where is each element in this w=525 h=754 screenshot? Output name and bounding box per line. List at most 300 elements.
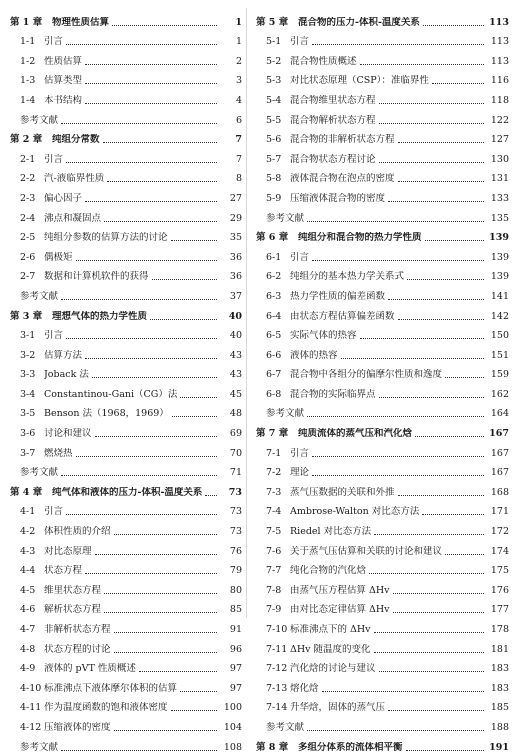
dot-leader: [103, 142, 217, 143]
toc-section-entry[interactable]: [10, 538, 242, 558]
toc-section-entry[interactable]: [256, 479, 509, 499]
entry-number: 7-9: [266, 604, 282, 616]
dot-leader: [61, 299, 217, 300]
dot-leader: [85, 64, 217, 65]
entry-title: 偶极矩: [44, 251, 73, 263]
entry-page-number: 104: [223, 721, 242, 733]
toc-references-entry[interactable]: [10, 734, 242, 754]
entry-page-number: 139: [490, 271, 509, 283]
entry-title: ΔHv 随温度的变化: [290, 643, 371, 655]
entry-title: 纯组分常数: [52, 134, 100, 146]
entry-number: 2-3: [20, 192, 36, 204]
entry-number: 4-4: [20, 565, 36, 577]
dot-leader: [398, 142, 484, 143]
entry-page-number: 176: [490, 584, 509, 596]
entry-number: 4-7: [20, 624, 36, 635]
entry-title: 混合物维里状态方程: [290, 94, 376, 106]
entry-number: 第 2 章: [10, 134, 43, 146]
toc-references-entry[interactable]: [256, 205, 509, 225]
dot-leader: [76, 456, 217, 457]
dot-leader: [307, 416, 484, 417]
entry-number: 5-9: [266, 192, 282, 204]
dot-leader: [374, 632, 484, 633]
entry-number: 1-1: [20, 36, 36, 48]
entry-page-number: 118: [490, 94, 509, 106]
toc-section-entry[interactable]: [256, 166, 509, 186]
dot-leader: [307, 730, 484, 731]
entry-page-number: 80: [229, 584, 242, 596]
entry-number: 7-2: [266, 467, 282, 479]
toc-chapter-entry[interactable]: [256, 420, 509, 440]
entry-page-number: 36: [229, 271, 242, 283]
toc-section-entry[interactable]: [10, 636, 242, 656]
entry-page-number: 97: [229, 663, 242, 675]
entry-title: 解析状态方程: [44, 604, 102, 616]
entry-page-number: 8: [235, 173, 242, 185]
entry-title: 体积性质的介绍: [44, 526, 111, 538]
toc-section-entry[interactable]: [10, 323, 242, 343]
entry-page-number: 35: [229, 232, 242, 244]
dot-leader: [66, 162, 217, 163]
entry-page-number: 177: [490, 604, 509, 616]
toc-section-entry[interactable]: [10, 48, 242, 68]
dot-leader: [379, 103, 484, 104]
dot-leader: [388, 710, 484, 711]
dot-leader: [85, 83, 217, 84]
entry-title: 纯组分参数的估算方法的讨论: [44, 232, 168, 244]
toc-section-entry[interactable]: [10, 264, 242, 284]
entry-number: 4-1: [20, 506, 36, 518]
toc-chapter-entry[interactable]: [256, 9, 509, 29]
entry-number: 6-3: [266, 290, 282, 302]
entry-page-number: 167: [490, 467, 509, 479]
entry-number: 6-6: [266, 349, 282, 361]
entry-number: 1-3: [20, 75, 36, 87]
toc-references-entry[interactable]: [10, 107, 242, 127]
entry-title: 状态方程: [44, 565, 83, 577]
dot-leader: [61, 475, 217, 476]
entry-title: 由蒸气压方程估算 ΔHv: [290, 584, 390, 596]
dot-leader: [92, 377, 217, 378]
dot-leader: [114, 632, 217, 633]
entry-number: 5-4: [266, 94, 282, 106]
toc-section-entry[interactable]: [10, 401, 242, 421]
entry-number: 4-10: [20, 682, 42, 694]
entry-number: 3-1: [20, 330, 36, 342]
dot-leader: [322, 691, 484, 692]
toc-chapter-entry[interactable]: [256, 734, 509, 754]
dot-leader: [95, 436, 217, 437]
entry-number: 4-6: [20, 604, 36, 616]
toc-section-entry[interactable]: [256, 577, 509, 597]
dot-leader: [172, 416, 217, 417]
entry-page-number: 191: [489, 741, 509, 753]
entry-number: 5-8: [266, 173, 282, 185]
toc-section-entry[interactable]: [256, 656, 509, 676]
entry-title: Ambrose-Walton 对比态方法: [290, 506, 420, 518]
toc-section-entry[interactable]: [256, 323, 509, 343]
entry-number: 7-3: [266, 486, 282, 498]
entry-page-number: 91: [229, 624, 242, 635]
entry-page-number: 79: [229, 565, 242, 577]
toc-section-entry[interactable]: [10, 68, 242, 88]
dot-leader: [66, 338, 217, 339]
dot-leader: [312, 456, 484, 457]
entry-number: 第 6 章: [256, 232, 289, 244]
entry-title: 混合物状态方程讨论: [290, 153, 376, 165]
entry-title: 液体混合物在泡点的密度: [290, 173, 395, 185]
entry-title: 升华焓，固体的蒸气压: [290, 702, 386, 714]
toc-references-entry[interactable]: [256, 714, 509, 734]
dot-leader: [406, 750, 484, 751]
toc-section-entry[interactable]: [256, 499, 509, 519]
toc-section-entry[interactable]: [256, 185, 509, 205]
entry-page-number: 69: [229, 428, 242, 440]
dot-leader: [104, 612, 217, 613]
toc-section-entry[interactable]: [10, 597, 242, 617]
entry-title: 混合物的实际临界点: [290, 388, 376, 400]
entry-title: 标准沸点下液体摩尔体积的估算: [44, 682, 178, 694]
toc-section-entry[interactable]: [256, 303, 509, 323]
entry-title: 非解析状态方程: [44, 624, 111, 635]
toc-section-entry[interactable]: [10, 577, 242, 597]
dot-leader: [445, 377, 484, 378]
dot-leader: [312, 44, 484, 45]
entry-number: 第 5 章: [256, 16, 289, 28]
entry-page-number: 40: [228, 310, 242, 322]
dot-leader: [312, 475, 484, 476]
entry-title: 汽-液临界性质: [44, 173, 105, 185]
toc-section-entry[interactable]: [256, 518, 509, 538]
entry-number: 7-1: [266, 447, 282, 459]
entry-page-number: 73: [229, 526, 242, 538]
entry-number: 6-8: [266, 388, 282, 400]
entry-page-number: 133: [490, 192, 509, 204]
toc-section-entry[interactable]: [256, 283, 509, 303]
entry-title: 由对比态定律估算 ΔHv: [290, 604, 390, 616]
dot-leader: [114, 730, 217, 731]
entry-page-number: 159: [490, 369, 509, 381]
entry-page-number: 29: [229, 212, 242, 224]
dot-leader: [360, 64, 484, 65]
dot-leader: [180, 691, 217, 692]
entry-page-number: 73: [228, 486, 242, 498]
entry-title: 数据和计算机软件的获得: [44, 271, 149, 283]
entry-page-number: 174: [490, 545, 509, 557]
toc-section-entry[interactable]: [256, 538, 509, 558]
toc-section-entry[interactable]: [10, 499, 242, 519]
entry-page-number: 167: [489, 428, 509, 440]
entry-number: 2-4: [20, 212, 36, 224]
entry-number: 5-7: [266, 153, 282, 165]
entry-number: 5-3: [266, 75, 282, 87]
entry-title: 实际气体的热容: [290, 330, 357, 342]
dot-leader: [61, 123, 217, 124]
entry-number: 2-6: [20, 251, 36, 263]
entry-page-number: 27: [229, 192, 242, 204]
entry-page-number: 141: [490, 290, 509, 302]
entry-title: 估算类型: [44, 75, 83, 87]
toc-section-entry[interactable]: [256, 381, 509, 401]
entry-title: Joback 法: [44, 369, 89, 381]
entry-title: Constantinou-Gani（CG）法: [44, 388, 178, 400]
toc-section-entry[interactable]: [256, 264, 509, 284]
entry-number: 第 1 章: [10, 16, 43, 28]
toc-section-entry[interactable]: [10, 440, 242, 460]
entry-title: 关于蒸气压估算和关联的讨论和建议: [290, 545, 443, 557]
toc-section-entry[interactable]: [256, 107, 509, 127]
entry-number: 4-5: [20, 584, 36, 596]
entry-number: 4-12: [20, 721, 42, 733]
dot-leader: [341, 358, 484, 359]
dot-leader: [388, 299, 484, 300]
entry-title: 蒸气压数据的关联和外推: [290, 486, 395, 498]
entry-number: 1-2: [20, 55, 36, 67]
toc-section-entry[interactable]: [256, 675, 509, 695]
entry-title: 液体的 pVT 性质概述: [44, 663, 136, 675]
entry-number: 6-5: [266, 330, 282, 342]
entry-title: 参考文献: [266, 408, 305, 420]
entry-title: 混合物解析状态方程: [290, 114, 376, 126]
entry-page-number: 127: [490, 134, 509, 146]
dot-leader: [312, 260, 484, 261]
entry-page-number: 113: [489, 16, 509, 28]
toc-section-entry[interactable]: [10, 675, 242, 695]
toc-section-entry[interactable]: [10, 695, 242, 715]
dot-leader: [171, 710, 217, 711]
entry-title: 本书结构: [44, 94, 83, 106]
toc-section-entry[interactable]: [10, 205, 242, 225]
entry-page-number: 1: [235, 36, 242, 48]
toc-section-entry[interactable]: [256, 127, 509, 147]
entry-title: 偏心因子: [44, 192, 83, 204]
entry-title: 纯组分和混合物的热力学性质: [298, 232, 422, 244]
toc-chapter-entry[interactable]: [10, 127, 242, 147]
toc-section-entry[interactable]: [10, 362, 242, 382]
entry-title: 压缩液体混合物的密度: [290, 192, 386, 204]
dot-leader: [85, 358, 217, 359]
toc-section-entry[interactable]: [10, 616, 242, 636]
dot-leader: [398, 181, 484, 182]
toc-section-entry[interactable]: [256, 460, 509, 480]
entry-number: 2-7: [20, 271, 36, 283]
entry-page-number: 122: [490, 114, 509, 126]
entry-page-number: 183: [490, 682, 509, 694]
entry-title: 作为温度函数的饱和液体密度: [44, 702, 168, 714]
entry-title: 状态方程的讨论: [44, 643, 111, 655]
entry-title: 压缩液体的密度: [44, 721, 111, 733]
entry-number: 第 3 章: [10, 310, 43, 322]
entry-number: 3-2: [20, 349, 36, 361]
toc-section-entry[interactable]: [10, 87, 242, 107]
dot-leader: [379, 162, 484, 163]
entry-title: 引言: [44, 36, 64, 48]
entry-number: 2-5: [20, 232, 36, 244]
toc-references-entry[interactable]: [256, 401, 509, 421]
entry-title: Riedel 对比态方法: [290, 526, 372, 538]
entry-title: 混合物的非解析状态方程: [290, 134, 395, 146]
dot-leader: [307, 221, 484, 222]
entry-title: 混合物的压力-体积-温度关系: [298, 16, 420, 28]
entry-page-number: 70: [229, 447, 242, 459]
toc-section-entry[interactable]: [10, 381, 242, 401]
dot-leader: [171, 240, 217, 241]
entry-title: 引言: [290, 447, 310, 459]
toc-section-entry[interactable]: [10, 146, 242, 166]
entry-number: 3-5: [20, 408, 36, 420]
entry-title: 参考文献: [20, 467, 59, 479]
dot-leader: [66, 44, 217, 45]
entry-page-number: 71: [229, 467, 242, 479]
entry-title: 对比状态原理（CSP）：准临界性: [290, 75, 429, 87]
dot-leader: [425, 240, 484, 241]
entry-number: 7-6: [266, 545, 282, 557]
entry-title: 性质估算: [44, 55, 83, 67]
toc-section-entry[interactable]: [10, 714, 242, 734]
entry-number: 3-6: [20, 428, 36, 440]
entry-number: 4-3: [20, 545, 36, 557]
entry-page-number: 135: [490, 212, 509, 224]
toc-chapter-entry[interactable]: [10, 479, 242, 499]
entry-page-number: 175: [490, 565, 509, 577]
entry-number: 6-2: [266, 271, 282, 283]
entry-page-number: 150: [490, 330, 509, 342]
dot-leader: [104, 593, 217, 594]
toc-section-entry[interactable]: [256, 29, 509, 49]
entry-page-number: 181: [490, 643, 509, 655]
toc-section-entry[interactable]: [10, 166, 242, 186]
entry-title: 引言: [44, 153, 64, 165]
toc-section-entry[interactable]: [10, 29, 242, 49]
dot-leader: [66, 514, 217, 515]
entry-number: 4-11: [20, 702, 42, 714]
entry-number: 2-2: [20, 173, 36, 185]
entry-number: 7-11: [266, 643, 288, 655]
toc-section-entry[interactable]: [256, 695, 509, 715]
entry-title: 熔化焓: [290, 682, 319, 694]
dot-leader: [139, 671, 217, 672]
entry-title: 混合物中各组分的偏摩尔性质和逸度: [290, 369, 443, 381]
entry-page-number: 40: [229, 330, 242, 342]
entry-title: 纯组分的基本热力学关系式: [290, 271, 405, 283]
entry-number: 第 8 章: [256, 741, 289, 753]
toc-section-entry[interactable]: [256, 636, 509, 656]
entry-number: 5-5: [266, 114, 282, 126]
dot-leader: [112, 25, 217, 26]
toc-section-entry[interactable]: [256, 87, 509, 107]
dot-leader: [407, 279, 484, 280]
toc-references-entry[interactable]: [10, 283, 242, 303]
entry-page-number: 43: [229, 349, 242, 361]
entry-number: 第 7 章: [256, 428, 289, 440]
dot-leader: [360, 338, 484, 339]
entry-page-number: 1: [235, 16, 242, 28]
entry-page-number: 188: [490, 721, 509, 733]
entry-page-number: 130: [490, 153, 509, 165]
entry-title: 参考文献: [20, 114, 59, 126]
toc-section-entry[interactable]: [256, 558, 509, 578]
entry-number: 6-7: [266, 369, 282, 381]
toc-section-entry[interactable]: [256, 48, 509, 68]
entry-page-number: 48: [229, 408, 242, 420]
toc-section-entry[interactable]: [256, 68, 509, 88]
entry-number: 7-4: [266, 506, 282, 518]
toc-section-entry[interactable]: [10, 518, 242, 538]
dot-leader: [150, 319, 217, 320]
toc-chapter-entry[interactable]: [10, 9, 242, 29]
toc-section-entry[interactable]: [10, 185, 242, 205]
dot-leader: [393, 612, 484, 613]
toc-section-entry[interactable]: [256, 244, 509, 264]
toc-section-entry[interactable]: [10, 558, 242, 578]
entry-title: 燃烧热: [44, 447, 73, 459]
entry-title: 对比态原理: [44, 545, 92, 557]
entry-page-number: 113: [490, 36, 509, 48]
entry-title: 引言: [290, 251, 310, 263]
dot-leader: [180, 397, 217, 398]
entry-number: 3-7: [20, 447, 36, 459]
entry-title: 估算方法: [44, 349, 83, 361]
dot-leader: [374, 652, 484, 653]
entry-page-number: 2: [235, 55, 242, 67]
entry-page-number: 171: [490, 506, 509, 518]
toc-chapter-entry[interactable]: [10, 303, 242, 323]
toc-section-entry[interactable]: [256, 440, 509, 460]
entry-page-number: 113: [490, 55, 509, 67]
entry-page-number: 37: [229, 290, 242, 302]
toc-section-entry[interactable]: [256, 342, 509, 362]
entry-title: 引言: [44, 330, 64, 342]
entry-title: 纯气体和液体的压力-体积-温度关系: [52, 486, 203, 498]
entry-number: 5-2: [266, 55, 282, 67]
entry-number: 5-6: [266, 134, 282, 146]
toc-section-entry[interactable]: [256, 362, 509, 382]
entry-page-number: 178: [490, 624, 509, 635]
toc-section-entry[interactable]: [256, 146, 509, 166]
entry-title: 由状态方程估算偏差函数: [290, 310, 395, 322]
toc-section-entry[interactable]: [10, 656, 242, 676]
entry-page-number: 7: [235, 153, 242, 165]
entry-page-number: 96: [229, 643, 242, 655]
toc-chapter-entry[interactable]: [256, 225, 509, 245]
dot-leader: [398, 495, 484, 496]
entry-title: Benson 法（1968，1969）: [44, 408, 169, 420]
entry-page-number: 167: [490, 447, 509, 459]
entry-page-number: 131: [490, 173, 509, 185]
entry-page-number: 6: [235, 114, 242, 126]
entry-title: 参考文献: [20, 290, 59, 302]
toc-section-entry[interactable]: [10, 244, 242, 264]
entry-page-number: 151: [490, 349, 509, 361]
entry-page-number: 3: [235, 75, 242, 87]
entry-page-number: 162: [490, 388, 509, 400]
toc-references-entry[interactable]: [10, 460, 242, 480]
entry-page-number: 142: [490, 310, 509, 322]
dot-leader: [61, 750, 217, 751]
toc-section-entry[interactable]: [10, 342, 242, 362]
entry-number: 4-2: [20, 526, 36, 538]
entry-title: 沸点和凝固点: [44, 212, 102, 224]
dot-leader: [85, 573, 217, 574]
column-divider: [246, 8, 247, 618]
dot-leader: [107, 181, 217, 182]
dot-leader: [369, 573, 484, 574]
toc-section-entry[interactable]: [10, 420, 242, 440]
entry-title: 纯化合物的汽化焓: [290, 565, 367, 577]
toc-section-entry[interactable]: [10, 225, 242, 245]
toc-section-entry[interactable]: [256, 616, 509, 636]
toc-section-entry[interactable]: [256, 597, 509, 617]
